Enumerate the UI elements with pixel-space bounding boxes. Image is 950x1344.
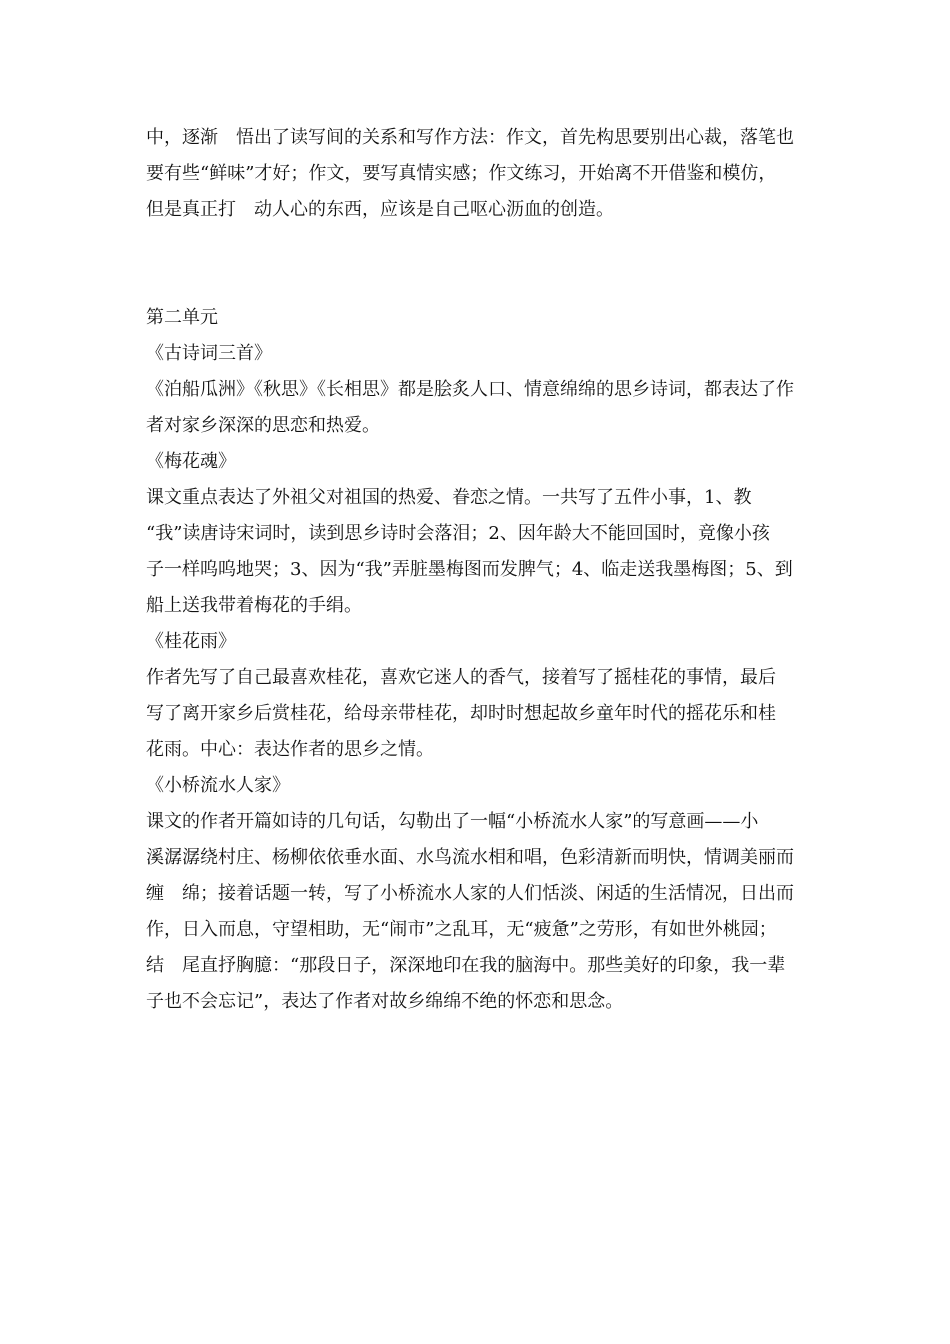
- unit-section: [146, 300, 818, 1020]
- paragraph-line: 子一样呜呜地哭；3、因为“我”弄脏墨梅图而发脾气；4、临走送我墨梅图；5、到: [146, 559, 793, 580]
- paragraph-line: 子也不会忘记”，表达了作者对故乡绵绵不绝的怀恋和思念。: [146, 991, 624, 1012]
- unit-heading: 第二单元: [146, 307, 218, 328]
- paragraph-line: 溪潺潺绕村庄、杨柳依依垂水面、水鸟流水相和唱，色彩清新而明快，情调美丽而: [146, 847, 794, 868]
- paragraph-line: 缠 绵；接着话题一转，写了小桥流水人家的人们恬淡、闲适的生活情况，日出而: [146, 883, 794, 904]
- paragraph-line: 课文的作者开篇如诗的几句话，勾勒出了一幅“小桥流水人家”的写意画——小: [146, 811, 759, 832]
- paragraph-line: 课文重点表达了外祖父对祖国的热爱、眷恋之情。一共写了五件小事，1、教: [146, 487, 752, 508]
- paragraph-line: 花雨。中心：表达作者的思乡之情。: [146, 739, 434, 760]
- paragraph-line: 作，日入而息，守望相助，无“闹市”之乱耳，无“疲惫”之劳形，有如世外桃园；: [146, 919, 777, 940]
- paragraph-line: 作者先写了自己最喜欢桂花，喜欢它迷人的香气，接着写了摇桂花的事情，最后: [146, 667, 776, 688]
- paragraph-line: 中，逐渐 悟出了读写间的关系和写作方法：作文，首先构思要别出心裁，落笔也: [146, 127, 794, 148]
- paragraph-line: “我”读唐诗宋词时，读到思乡诗时会落泪；2、因年龄大不能回国时，竟像小孩: [146, 523, 770, 544]
- paragraph-line: 《泊船瓜洲》《秋思》《长相思》都是脍炙人口、情意绵绵的思乡诗词，都表达了作: [146, 379, 794, 400]
- paragraph-line: 写了离开家乡后赏桂花，给母亲带桂花，却时时想起故乡童年时代的摇花乐和桂: [146, 703, 776, 724]
- paragraph-line: 但是真正打 动人心的东西，应该是自己呕心沥血的创造。: [146, 199, 614, 220]
- paragraph-line: 船上送我带着梅花的手绢。: [146, 595, 362, 616]
- section-title-gushici: 《古诗词三首》: [146, 343, 272, 364]
- paragraph-line: 要有些“鲜味”才好；作文，要写真情实感；作文练习，开始离不开借鉴和模仿，: [146, 163, 777, 184]
- section-title-xiaoqiao: 《小桥流水人家》: [146, 775, 290, 796]
- section-title-meihuahun: 《梅花魂》: [146, 451, 236, 472]
- paragraph-line: 结 尾直抒胸臆：“那段日子，深深地印在我的脑海中。那些美好的印象，我一辈: [146, 955, 786, 976]
- section-title-guihuayu: 《桂花雨》: [146, 631, 236, 652]
- paragraph-line: 者对家乡深深的思恋和热爱。: [146, 415, 380, 436]
- intro-paragraph: [146, 120, 818, 228]
